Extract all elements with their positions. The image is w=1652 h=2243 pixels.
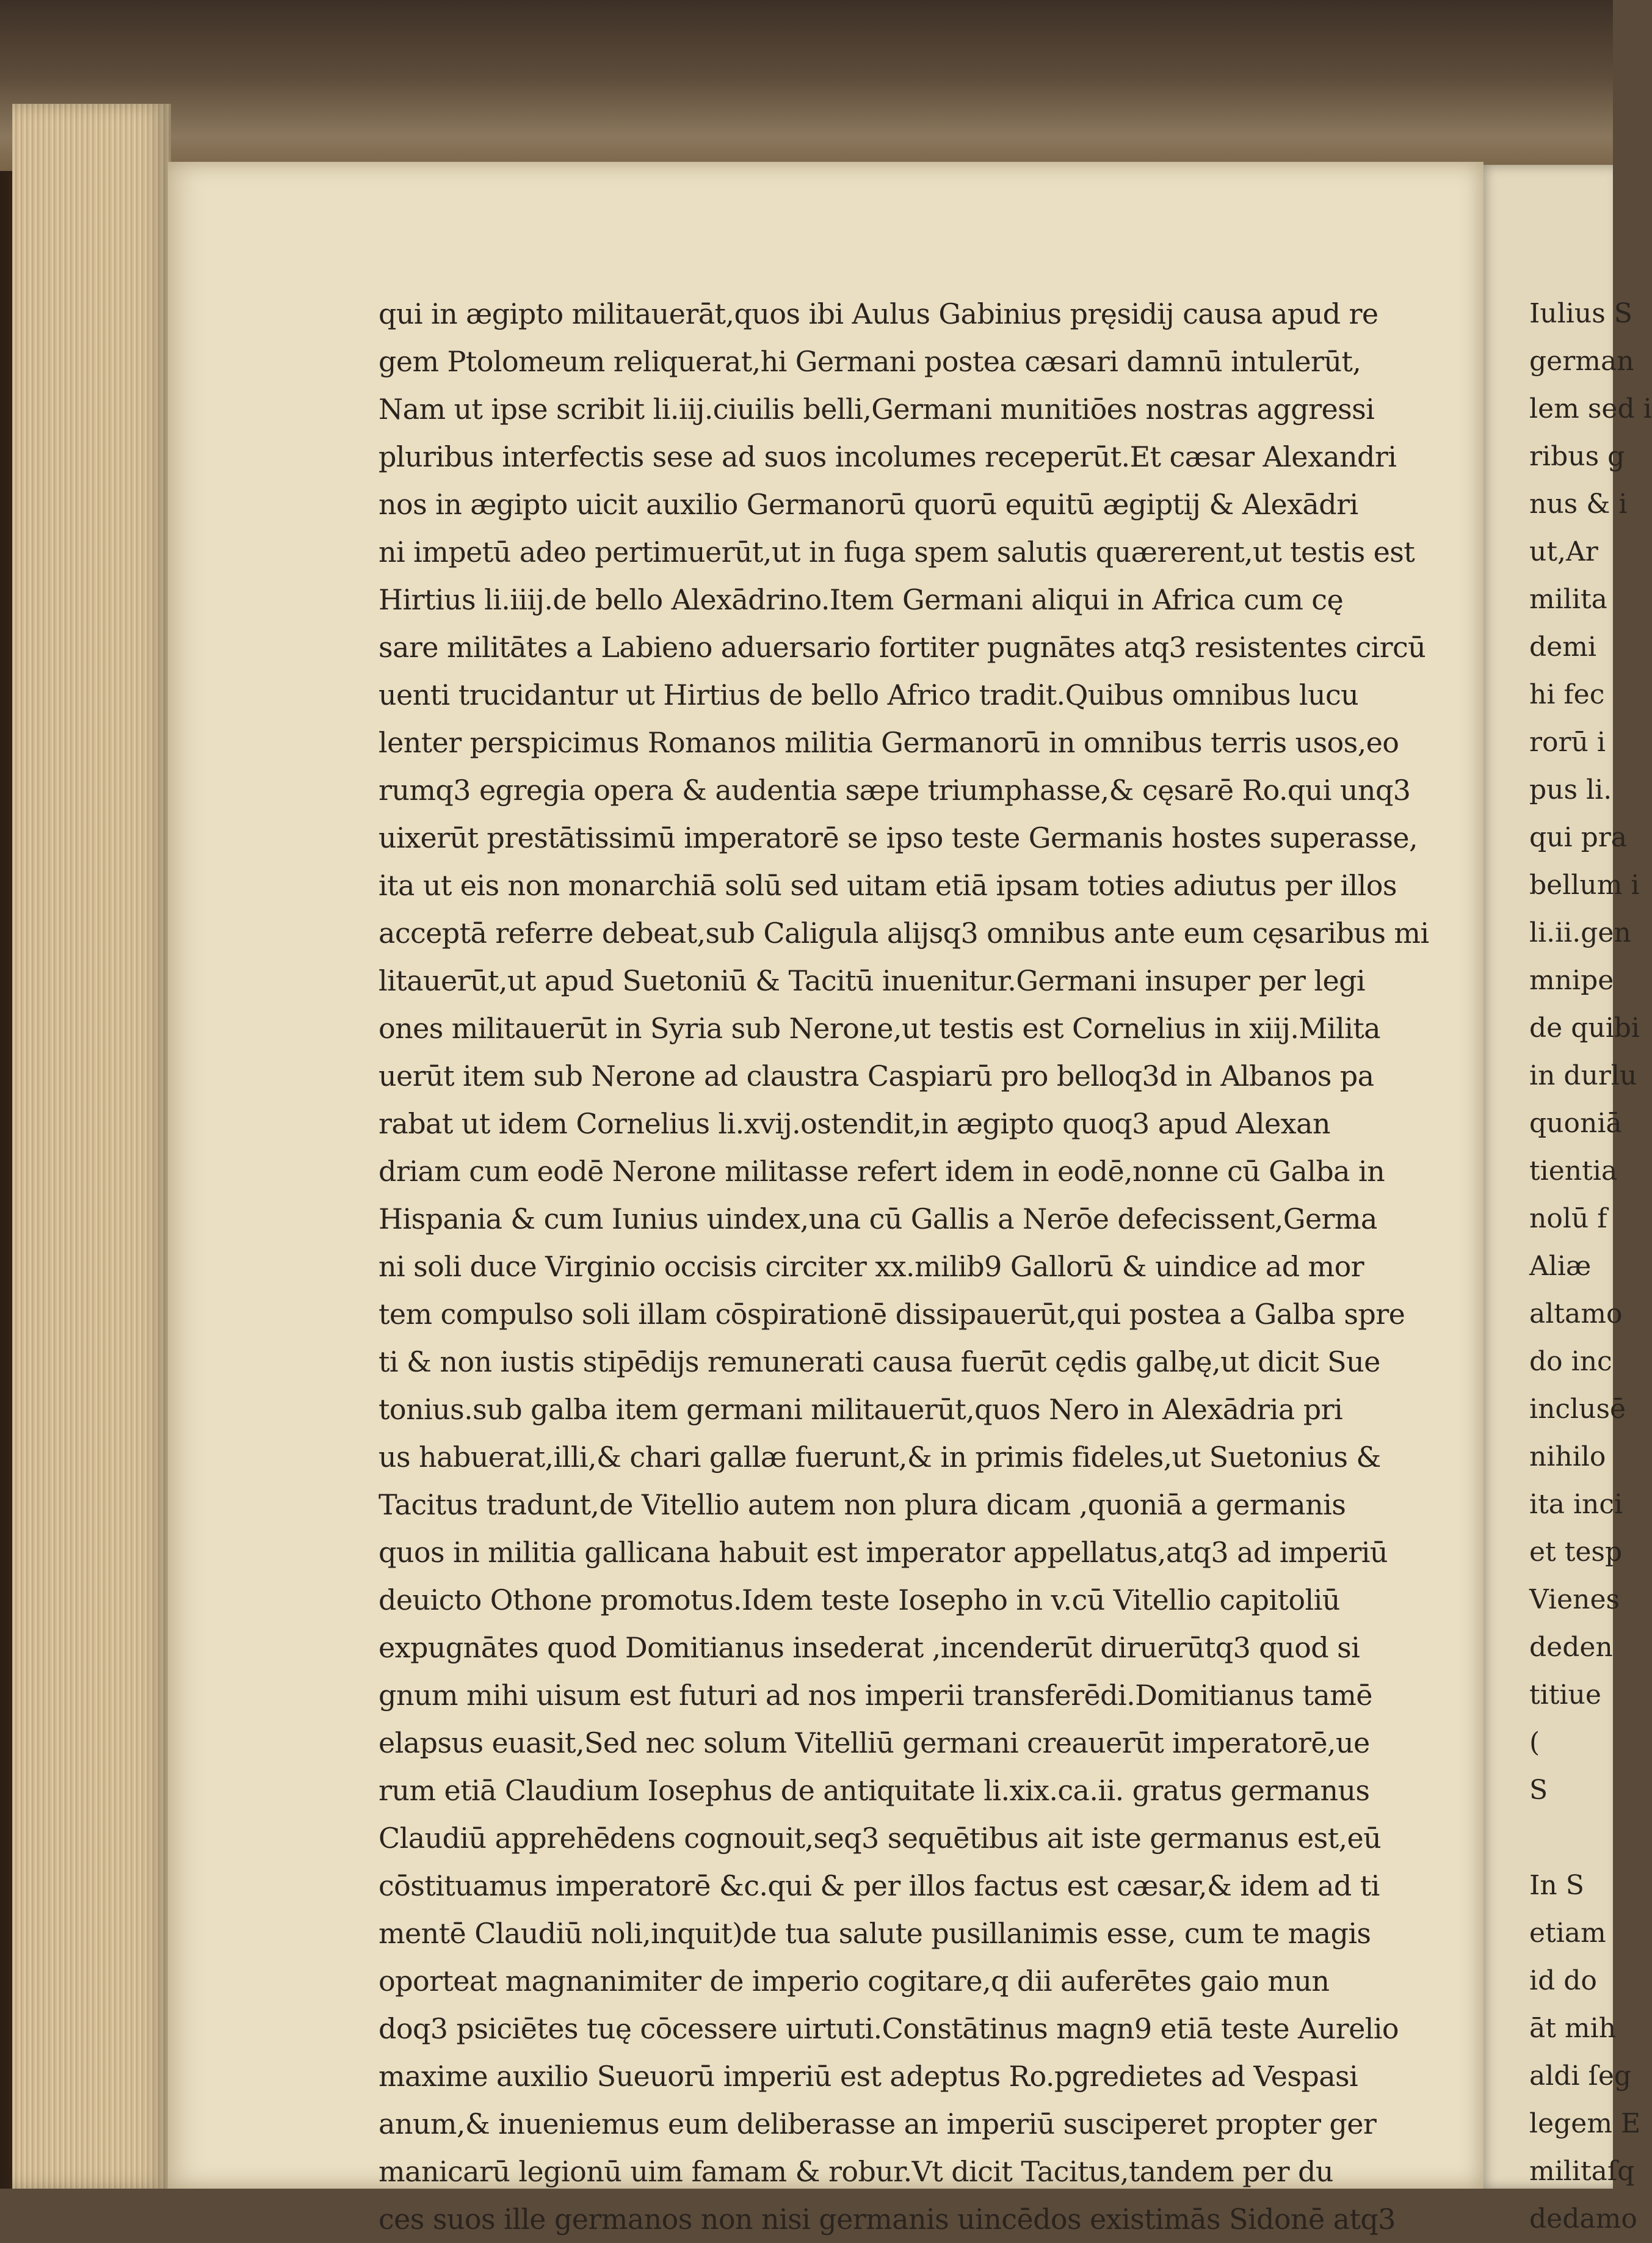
facing-page-line: ut,Ar bbox=[1529, 536, 1598, 567]
text-line: nos in ægipto uicit auxilio Germanorū quorū equitū ægiptij & Alexādri bbox=[379, 488, 1358, 521]
facing-page-line: ( bbox=[1529, 1727, 1540, 1758]
facing-page-line: li.ii.gen bbox=[1529, 917, 1631, 948]
facing-page-line: lem sed i bbox=[1529, 393, 1652, 424]
facing-page-line: Vienes bbox=[1529, 1584, 1620, 1615]
facing-page-line: tientia bbox=[1529, 1155, 1618, 1187]
facing-page-line: de quibi bbox=[1529, 1012, 1640, 1044]
facing-page-line: in durlu bbox=[1529, 1060, 1637, 1091]
facing-page-line: S bbox=[1529, 1775, 1548, 1806]
text-line: ni impetū adeo pertimuerūt,ut in fuga spem salutis quærerent,ut testis est bbox=[379, 536, 1415, 569]
text-line: rumq3 egregia opera & audentia sæpe triumphasse,& cęsarē Ro.qui unq3 bbox=[379, 774, 1411, 807]
text-line: quos in militia gallicana habuit est imperator appellatus,atq3 ad imperiū bbox=[379, 1536, 1388, 1569]
facing-page-line: altamo bbox=[1529, 1298, 1623, 1329]
text-line: Claudiū apprehēdens cognouit,seq3 sequētibus ait iste germanus est,eū bbox=[379, 1822, 1382, 1855]
text-line: us habuerat,illi,& chari gallæ fuerunt,& in primis fideles,ut Suetonius & bbox=[379, 1441, 1381, 1474]
text-line: litauerūt,ut apud Suetoniū & Tacitū inuenitur.Germani insuper per legi bbox=[379, 964, 1366, 997]
text-line: doq3 psiciētes tuę cōcessere uirtuti.Constātinus magn9 etiā teste Aurelio bbox=[379, 2012, 1399, 2045]
facing-page-line: do inc bbox=[1529, 1346, 1612, 1377]
facing-page-line: rorū i bbox=[1529, 727, 1606, 758]
text-line: Hispania & cum Iunius uindex,una cū Gallis a Nerōe defecissent,Germa bbox=[379, 1202, 1377, 1235]
text-line: tonius.sub galba item germani militauerūt,quos Nero in Alexādria pri bbox=[379, 1393, 1343, 1426]
text-line: Tacitus tradunt,de Vitellio autem non plura dicam ,quoniā a germanis bbox=[379, 1488, 1346, 1521]
text-line: tem compulso soli illam cōspirationē dissipauerūt,qui postea a Galba spre bbox=[379, 1298, 1405, 1331]
facing-page-line: pus li. bbox=[1529, 774, 1612, 805]
facing-page-line: titiue bbox=[1529, 1679, 1601, 1710]
stacked-page-edges bbox=[12, 104, 171, 2189]
facing-page-line: hi fec bbox=[1529, 679, 1605, 710]
facing-page-line: legem E bbox=[1529, 2108, 1641, 2139]
facing-page-line: et tesp bbox=[1529, 1536, 1623, 1568]
binding-top-edge bbox=[0, 0, 1613, 171]
facing-page-line: nus & i bbox=[1529, 489, 1628, 520]
text-line: oporteat magnanimiter de imperio cogitare,q dii auferētes gaio mun bbox=[379, 1965, 1330, 1998]
facing-page-line: Iulius S bbox=[1529, 298, 1632, 329]
main-text-block bbox=[379, 290, 1429, 2236]
text-line: uerūt item sub Nerone ad claustra Caspiarū pro belloq3d in Albanos pa bbox=[379, 1060, 1374, 1092]
facing-page-line: bellum i bbox=[1529, 870, 1640, 901]
facing-page-line: deden bbox=[1529, 1632, 1613, 1663]
text-line: rum etiā Claudium Iosephus de antiquitate li.xix.ca.ii. gratus germanus bbox=[379, 1774, 1370, 1807]
text-line: gem Ptolomeum reliquerat,hi Germani postea cæsari damnū intulerūt, bbox=[379, 345, 1361, 378]
text-line: sare militātes a Labieno aduersario fortiter pugnātes atq3 resistentes circū bbox=[379, 631, 1426, 664]
facing-page-line: german bbox=[1529, 346, 1634, 377]
facing-page-line: āt mih bbox=[1529, 2013, 1617, 2044]
facing-page-line: dedamo bbox=[1529, 2203, 1637, 2234]
facing-page-line bbox=[1529, 1814, 1613, 1862]
facing-page-line: quoniā bbox=[1529, 1108, 1622, 1139]
facing-page-line: ita inci bbox=[1529, 1489, 1623, 1520]
text-line: driam cum eodē Nerone militasse refert idem in eodē,nonne cū Galba in bbox=[379, 1155, 1385, 1188]
text-line: Nam ut ipse scribit li.iij.ciuilis belli,Germani munitiōes nostras aggressi bbox=[379, 393, 1375, 426]
text-line: ita ut eis non monarchiā solū sed uitam etiā ipsam toties adiutus per illos bbox=[379, 869, 1397, 902]
facing-page-line: milita bbox=[1529, 584, 1607, 615]
text-line: maxime auxilio Sueuorū imperiū est adeptus Ro.pgredietes ad Vespasi bbox=[379, 2060, 1358, 2093]
text-line: manicarū legionū uim famam & robur.Vt dicit Tacitus,tandem per du bbox=[379, 2155, 1333, 2188]
text-line: acceptā referre debeat,sub Caligula alijsq3 omnibus ante eum cęsaribus mi bbox=[379, 917, 1429, 950]
text-line: cōstituamus imperatorē &c.qui & per illos factus est cæsar,& idem ad ti bbox=[379, 1869, 1380, 1902]
facing-page-line: aldi ſeg bbox=[1529, 2060, 1632, 2092]
text-line: qui in ægipto militauerāt,quos ibi Aulus Gabinius pręsidij causa apud re bbox=[379, 297, 1378, 330]
text-line: uixerūt prestātissimū imperatorē se ipso teste Germanis hostes superasse, bbox=[379, 821, 1418, 854]
text-line: ces suos ille germanos non nisi germanis uincēdos existimās Sidonē atq3 bbox=[379, 2203, 1396, 2236]
facing-page-line: inclusē bbox=[1529, 1394, 1626, 1425]
text-line: expugnātes quod Domitianus insederat ,incenderūt diruerūtq3 quod si bbox=[379, 1631, 1360, 1664]
text-line: ni soli duce Virginio occisis circiter xx.milib9 Gallorū & uindice ad mor bbox=[379, 1250, 1364, 1283]
text-line: ti & non iustis stipēdijs remunerati causa fuerūt cędis galbę,ut dicit Sue bbox=[379, 1345, 1380, 1378]
facing-page-line: mnipe bbox=[1529, 965, 1614, 996]
text-line: Hirtius li.iiij.de bello Alexādrino.Item Germani aliqui in Africa cum cę bbox=[379, 583, 1344, 616]
facing-page-line: nolū f bbox=[1529, 1203, 1607, 1234]
facing-page-line: ribus g bbox=[1529, 441, 1625, 472]
facing-page-line: id do bbox=[1529, 1965, 1597, 1996]
facing-page-line: In S bbox=[1529, 1870, 1584, 1901]
text-line: elapsus euasit,Sed nec solum Vitelliū germani creauerūt imperatorē,ue bbox=[379, 1726, 1370, 1759]
text-line: rabat ut idem Cornelius li.xvij.ostendit,in ægipto quoq3 apud Alexan bbox=[379, 1107, 1330, 1140]
text-line: anum,& inueniemus eum deliberasse an imperiū susciperet propter ger bbox=[379, 2107, 1377, 2140]
text-line: mentē Claudiū noli,inquit)de tua salute pusillanimis esse, cum te magis bbox=[379, 1917, 1371, 1950]
facing-page-line: nihilo bbox=[1529, 1441, 1606, 1472]
facing-page-text-fragments bbox=[1529, 290, 1652, 2234]
facing-page-line: militaſq bbox=[1529, 2156, 1635, 2187]
text-line: deuicto Othone promotus.Idem teste Iosepho in v.cū Vitellio capitoliū bbox=[379, 1583, 1340, 1616]
text-line: ones militauerūt in Syria sub Nerone,ut testis est Cornelius in xiij.Milita bbox=[379, 1012, 1380, 1045]
text-line: uenti trucidantur ut Hirtius de bello Africo tradit.Quibus omnibus lucu bbox=[379, 678, 1359, 711]
facing-page-line: demi bbox=[1529, 631, 1596, 663]
text-line: gnum mihi uisum est futuri ad nos imperii transferēdi.Domitianus tamē bbox=[379, 1679, 1372, 1712]
text-line: lenter perspicimus Romanos militia Germanorū in omnibus terris usos,eo bbox=[379, 726, 1399, 759]
facing-page-line: Aliæ bbox=[1529, 1251, 1592, 1282]
facing-page-line: etiam bbox=[1529, 1918, 1606, 1949]
text-line: pluribus interfectis sese ad suos incolumes receperūt.Et cæsar Alexandri bbox=[379, 440, 1397, 473]
facing-page-line: qui pra bbox=[1529, 822, 1627, 853]
